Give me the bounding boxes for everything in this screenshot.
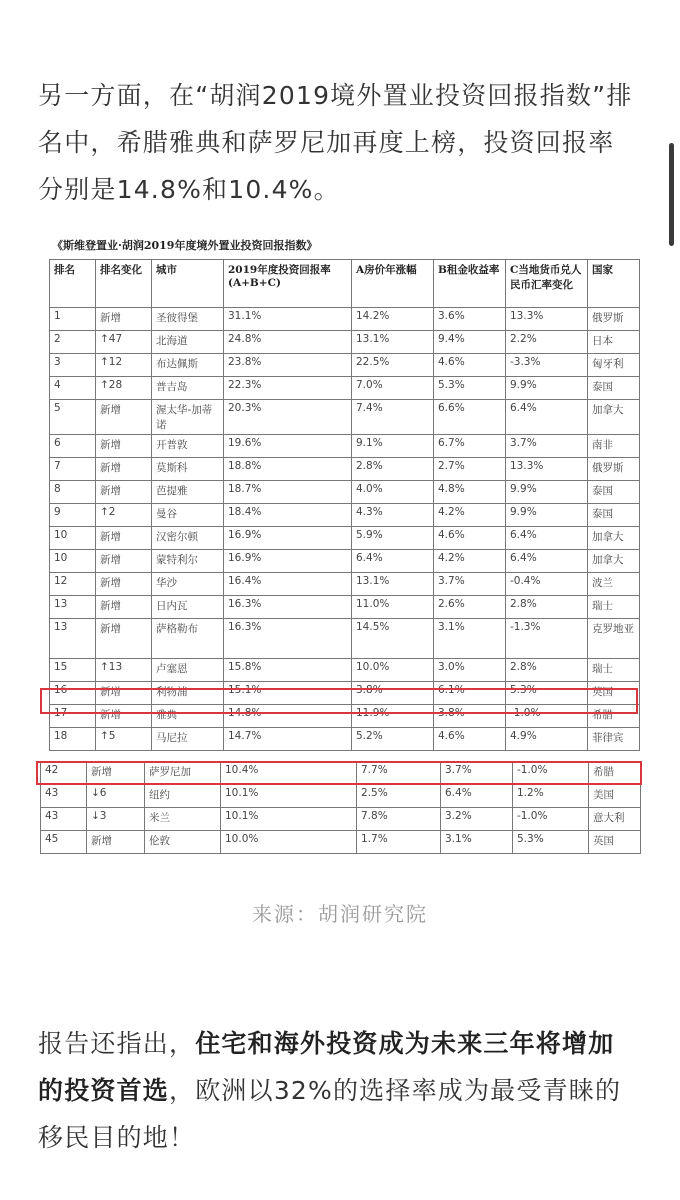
table-cell: 13.3% bbox=[506, 458, 588, 481]
table-row bbox=[50, 659, 640, 682]
table-cell: 新增 bbox=[96, 550, 152, 573]
table-cell: 14.5% bbox=[352, 619, 434, 659]
table-header-cell: C当地货币兑人 民币汇率变化 bbox=[506, 260, 588, 308]
table-cell: 13 bbox=[50, 596, 96, 619]
table-cell: 42 bbox=[41, 762, 87, 785]
table-cell: 2.8% bbox=[352, 458, 434, 481]
table-cell: 15 bbox=[50, 659, 96, 682]
table-row bbox=[41, 785, 641, 808]
table-cell: 14.7% bbox=[224, 728, 352, 751]
table-cell: 伦敦 bbox=[145, 831, 221, 854]
table-cell: 4.0% bbox=[352, 481, 434, 504]
table-cell: 6.6% bbox=[434, 400, 506, 435]
table-cell: 9.1% bbox=[352, 435, 434, 458]
table-cell: 渥太华-加蒂诺 bbox=[152, 400, 224, 435]
table-cell: 5.9% bbox=[352, 527, 434, 550]
table-cell: 2.8% bbox=[506, 659, 588, 682]
figure-caption: 《斯维登置业·胡润2019年度境外置业投资回报指数》 bbox=[52, 239, 318, 252]
table-cell: 马尼拉 bbox=[152, 728, 224, 751]
table-cell: 泰国 bbox=[588, 377, 640, 400]
table-cell: 5.3% bbox=[506, 682, 588, 705]
table-row bbox=[50, 504, 640, 527]
table-cell: ↓6 bbox=[87, 785, 145, 808]
table-cell: 2 bbox=[50, 331, 96, 354]
table-cell: 新增 bbox=[96, 435, 152, 458]
outro-line-2-rest: ，欧洲以32%的选择率成为最受青睐的 bbox=[169, 1076, 622, 1105]
table-cell: -1.0% bbox=[513, 808, 589, 831]
table-cell: 波兰 bbox=[588, 573, 640, 596]
table-cell: 圣彼得堡 bbox=[152, 308, 224, 331]
table-cell: 蒙特利尔 bbox=[152, 550, 224, 573]
table-cell: 3.2% bbox=[441, 808, 513, 831]
table-cell: 12 bbox=[50, 573, 96, 596]
table-cell: 4.6% bbox=[434, 527, 506, 550]
table-cell: -1.0% bbox=[506, 705, 588, 728]
outro-line-2-bold: 的投资首选 bbox=[38, 1076, 170, 1105]
table-cell: 18.7% bbox=[224, 481, 352, 504]
table-cell: 日内瓦 bbox=[152, 596, 224, 619]
table-cell: 31.1% bbox=[224, 308, 352, 331]
table-cell: 20.3% bbox=[224, 400, 352, 435]
table-cell: 6.4% bbox=[506, 527, 588, 550]
table-cell: 新增 bbox=[96, 458, 152, 481]
table-cell: 新增 bbox=[87, 831, 145, 854]
table-cell: 希腊 bbox=[588, 705, 640, 728]
table-cell: 雅典 bbox=[152, 705, 224, 728]
table-cell: 7 bbox=[50, 458, 96, 481]
table-cell: 3.1% bbox=[441, 831, 513, 854]
ranking-table-continued bbox=[40, 761, 641, 854]
intro-line-2: 名中，希腊雅典和萨罗尼加再度上榜，投资回报率 bbox=[38, 128, 615, 157]
table-cell: 5.3% bbox=[434, 377, 506, 400]
table-row bbox=[41, 808, 641, 831]
table-cell: 11.0% bbox=[352, 596, 434, 619]
table-row bbox=[50, 573, 640, 596]
table-cell: 6.4% bbox=[506, 550, 588, 573]
table-cell: 3.8% bbox=[352, 682, 434, 705]
table-cell: -0.4% bbox=[506, 573, 588, 596]
table-header-row bbox=[50, 260, 640, 308]
table-cell: 18.8% bbox=[224, 458, 352, 481]
table-cell: 莫斯科 bbox=[152, 458, 224, 481]
table-cell: 华沙 bbox=[152, 573, 224, 596]
table-cell: 2.5% bbox=[357, 785, 441, 808]
table-cell: 7.0% bbox=[352, 377, 434, 400]
table-cell: 希腊 bbox=[589, 762, 641, 785]
table-cell: 俄罗斯 bbox=[588, 458, 640, 481]
table-cell: 5.2% bbox=[352, 728, 434, 751]
table-row bbox=[50, 354, 640, 377]
table-cell: 萨罗尼加 bbox=[145, 762, 221, 785]
table-cell: 10 bbox=[50, 550, 96, 573]
source-caption: 来源：胡润研究院 bbox=[252, 902, 428, 926]
outro-line-1-prefix: 报告还指出， bbox=[38, 1029, 196, 1058]
table-cell: 卢塞恩 bbox=[152, 659, 224, 682]
table-cell: 16.9% bbox=[224, 527, 352, 550]
table-cell: 8 bbox=[50, 481, 96, 504]
table-cell: 瑞士 bbox=[588, 596, 640, 619]
table-cell: 13.1% bbox=[352, 331, 434, 354]
table-row bbox=[50, 331, 640, 354]
table-cell: 10.1% bbox=[221, 785, 357, 808]
table-cell: 7.8% bbox=[357, 808, 441, 831]
table-cell: 2.7% bbox=[434, 458, 506, 481]
table-cell: 1 bbox=[50, 308, 96, 331]
table-cell: 13 bbox=[50, 619, 96, 659]
table-cell: 普吉岛 bbox=[152, 377, 224, 400]
outro-paragraph bbox=[38, 1020, 648, 1161]
table-cell: 匈牙利 bbox=[588, 354, 640, 377]
table-cell: 15.1% bbox=[224, 682, 352, 705]
table-cell: 7.4% bbox=[352, 400, 434, 435]
table-cell: 米兰 bbox=[145, 808, 221, 831]
table-row bbox=[41, 762, 641, 785]
table-header-cell: 排名 bbox=[50, 260, 96, 308]
outro-line-1-bold: 住宅和海外投资成为未来三年将增加 bbox=[195, 1029, 615, 1058]
table-cell: 1.7% bbox=[357, 831, 441, 854]
table-cell: 18.4% bbox=[224, 504, 352, 527]
table-cell: 6.4% bbox=[506, 400, 588, 435]
table-cell: ↑12 bbox=[96, 354, 152, 377]
table-row bbox=[50, 550, 640, 573]
table-cell: 9.9% bbox=[506, 504, 588, 527]
table-cell: 加拿大 bbox=[588, 550, 640, 573]
table-header-cell: 排名变化 bbox=[96, 260, 152, 308]
table-cell: 萨格勒布 bbox=[152, 619, 224, 659]
table-cell: 克罗地亚 bbox=[588, 619, 640, 659]
table-cell: -1.0% bbox=[513, 762, 589, 785]
table-cell: 16.4% bbox=[224, 573, 352, 596]
table-cell: 新增 bbox=[87, 762, 145, 785]
table-cell: 日本 bbox=[588, 331, 640, 354]
table-cell: 9.4% bbox=[434, 331, 506, 354]
table-cell: 19.6% bbox=[224, 435, 352, 458]
table-cell: 5.3% bbox=[513, 831, 589, 854]
table-cell: 3.6% bbox=[434, 308, 506, 331]
table-cell: 5 bbox=[50, 400, 96, 435]
table-cell: 新增 bbox=[96, 682, 152, 705]
table-cell: ↑28 bbox=[96, 377, 152, 400]
table-row bbox=[50, 400, 640, 435]
table-cell: 3.0% bbox=[434, 659, 506, 682]
table-cell: 7.7% bbox=[357, 762, 441, 785]
table-cell: 新增 bbox=[96, 308, 152, 331]
table-cell: 3.7% bbox=[441, 762, 513, 785]
table-cell: 4 bbox=[50, 377, 96, 400]
table-row bbox=[50, 705, 640, 728]
table-row bbox=[50, 377, 640, 400]
table-cell: ↑47 bbox=[96, 331, 152, 354]
table-cell: 菲律宾 bbox=[588, 728, 640, 751]
table-row bbox=[50, 619, 640, 659]
table-cell: 加拿大 bbox=[588, 527, 640, 550]
table-cell: 14.8% bbox=[224, 705, 352, 728]
table-cell: 43 bbox=[41, 808, 87, 831]
table-row bbox=[50, 308, 640, 331]
table-cell: 15.8% bbox=[224, 659, 352, 682]
table-cell: 4.2% bbox=[434, 550, 506, 573]
table-cell: 4.6% bbox=[434, 354, 506, 377]
table-cell: 6.4% bbox=[352, 550, 434, 573]
table-row bbox=[50, 728, 640, 751]
table-cell: 新增 bbox=[96, 481, 152, 504]
table-cell: 14.2% bbox=[352, 308, 434, 331]
table-row bbox=[41, 831, 641, 854]
table-cell: 6.7% bbox=[434, 435, 506, 458]
table-cell: 新增 bbox=[96, 705, 152, 728]
table-cell: 美国 bbox=[589, 785, 641, 808]
scrollbar[interactable] bbox=[669, 143, 674, 246]
table-cell: 6.1% bbox=[434, 682, 506, 705]
table-cell: 新增 bbox=[96, 400, 152, 435]
table-cell: 4.3% bbox=[352, 504, 434, 527]
table-row bbox=[50, 682, 640, 705]
table-header-cell: A房价年涨幅 bbox=[352, 260, 434, 308]
table-cell: 4.2% bbox=[434, 504, 506, 527]
table-cell: -3.3% bbox=[506, 354, 588, 377]
table-cell: 9.9% bbox=[506, 377, 588, 400]
table-header-cell: 城市 bbox=[152, 260, 224, 308]
table-cell: 3.7% bbox=[506, 435, 588, 458]
table-cell: 意大利 bbox=[589, 808, 641, 831]
table-cell: 北海道 bbox=[152, 331, 224, 354]
table-cell: ↓3 bbox=[87, 808, 145, 831]
table-cell: 16.3% bbox=[224, 596, 352, 619]
table-cell: 瑞士 bbox=[588, 659, 640, 682]
table-cell: 13.3% bbox=[506, 308, 588, 331]
table-cell: 10.0% bbox=[221, 831, 357, 854]
table-cell: 开普敦 bbox=[152, 435, 224, 458]
table-cell: 4.8% bbox=[434, 481, 506, 504]
table-cell: 新增 bbox=[96, 596, 152, 619]
table-cell: 4.6% bbox=[434, 728, 506, 751]
table-cell: 11.9% bbox=[352, 705, 434, 728]
table-cell: 1.2% bbox=[513, 785, 589, 808]
intro-paragraph bbox=[38, 72, 648, 213]
table-row bbox=[50, 435, 640, 458]
table-cell: 英国 bbox=[589, 831, 641, 854]
table-cell: 23.8% bbox=[224, 354, 352, 377]
table-cell: 9.9% bbox=[506, 481, 588, 504]
table-cell: 6.4% bbox=[441, 785, 513, 808]
table-cell: 18 bbox=[50, 728, 96, 751]
table-cell: 17 bbox=[50, 705, 96, 728]
outro-line-3: 移民目的地！ bbox=[38, 1123, 196, 1152]
table-cell: 16 bbox=[50, 682, 96, 705]
table-cell: 2.2% bbox=[506, 331, 588, 354]
ranking-table bbox=[49, 259, 640, 751]
table-cell: 10.1% bbox=[221, 808, 357, 831]
table-cell: 24.8% bbox=[224, 331, 352, 354]
table-cell: 10 bbox=[50, 527, 96, 550]
table-row bbox=[50, 481, 640, 504]
table-cell: 加拿大 bbox=[588, 400, 640, 435]
table-cell: 16.3% bbox=[224, 619, 352, 659]
table-cell: 3 bbox=[50, 354, 96, 377]
table-cell: 22.3% bbox=[224, 377, 352, 400]
table-cell: ↑5 bbox=[96, 728, 152, 751]
table-cell: 22.5% bbox=[352, 354, 434, 377]
table-cell: 新增 bbox=[96, 527, 152, 550]
table-header-cell: B租金收益率 bbox=[434, 260, 506, 308]
table-cell: ↑2 bbox=[96, 504, 152, 527]
table-cell: 2.6% bbox=[434, 596, 506, 619]
table-cell: 布达佩斯 bbox=[152, 354, 224, 377]
table-cell: 4.9% bbox=[506, 728, 588, 751]
table-cell: 新增 bbox=[96, 573, 152, 596]
table-cell: 43 bbox=[41, 785, 87, 808]
table-cell: 45 bbox=[41, 831, 87, 854]
table-cell: 泰国 bbox=[588, 481, 640, 504]
table-cell: 英国 bbox=[588, 682, 640, 705]
table-cell: -1.3% bbox=[506, 619, 588, 659]
table-header-cell: 2019年度投资回报率 (A+B+C) bbox=[224, 260, 352, 308]
table-cell: 10.4% bbox=[221, 762, 357, 785]
table-cell: 9 bbox=[50, 504, 96, 527]
table-cell: 泰国 bbox=[588, 504, 640, 527]
table-cell: ↑13 bbox=[96, 659, 152, 682]
table-cell: 3.8% bbox=[434, 705, 506, 728]
table-cell: 曼谷 bbox=[152, 504, 224, 527]
table-row bbox=[50, 458, 640, 481]
table-cell: 3.1% bbox=[434, 619, 506, 659]
table-cell: 芭提雅 bbox=[152, 481, 224, 504]
table-cell: 俄罗斯 bbox=[588, 308, 640, 331]
table-cell: 纽约 bbox=[145, 785, 221, 808]
table-cell: 2.8% bbox=[506, 596, 588, 619]
table-header-cell: 国家 bbox=[588, 260, 640, 308]
table-cell: 13.1% bbox=[352, 573, 434, 596]
table-cell: 南非 bbox=[588, 435, 640, 458]
intro-line-3: 分别是14.8%和10.4%。 bbox=[38, 175, 340, 204]
table-cell: 利物浦 bbox=[152, 682, 224, 705]
table-row bbox=[50, 596, 640, 619]
table-row bbox=[50, 527, 640, 550]
table-cell: 6 bbox=[50, 435, 96, 458]
table-cell: 16.9% bbox=[224, 550, 352, 573]
table-cell: 新增 bbox=[96, 619, 152, 659]
table-cell: 10.0% bbox=[352, 659, 434, 682]
table-cell: 汉密尔顿 bbox=[152, 527, 224, 550]
intro-line-1: 另一方面，在“胡润2019境外置业投资回报指数”排 bbox=[38, 81, 633, 110]
table-cell: 3.7% bbox=[434, 573, 506, 596]
